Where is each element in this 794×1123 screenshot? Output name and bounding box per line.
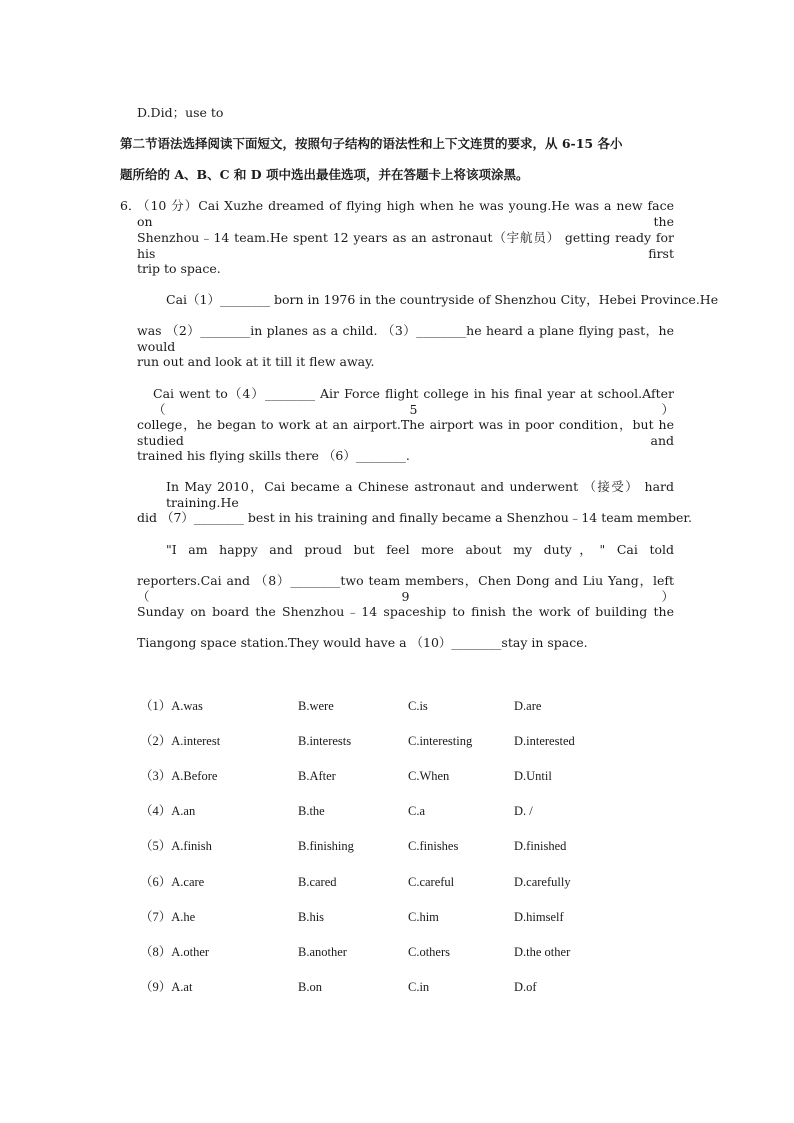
option-d: D.carefully bbox=[514, 875, 571, 889]
option-row bbox=[140, 697, 700, 715]
option-a: （9）A.at bbox=[140, 980, 193, 994]
option-d: D. / bbox=[514, 804, 533, 818]
option-row bbox=[140, 767, 700, 785]
option-a: （8）A.other bbox=[140, 945, 210, 959]
option-d: D.interested bbox=[514, 734, 575, 748]
passage-line-10: reporters.Cai and （8）________two team members，Chen Dong and Liu Yang，left（9） bbox=[137, 573, 674, 604]
passage-line-3: run out and look at it till it flew away. bbox=[137, 354, 375, 369]
option-c: C.interesting bbox=[408, 734, 473, 748]
option-d: D.are bbox=[514, 699, 542, 713]
option-a: （5）A.finish bbox=[140, 839, 212, 853]
option-b: B.on bbox=[298, 980, 322, 994]
passage-line-4: Cai went to（4）________ Air Force flight college in his final year at school.After（5） bbox=[153, 386, 674, 417]
question-intro-line-3: trip to space. bbox=[137, 261, 221, 276]
option-c: C.is bbox=[408, 699, 428, 713]
section-instruction-line-1: 第二节语法选择阅读下面短文，按照句子结构的语法性和上下文连贯的要求，从 6-15 各小 bbox=[120, 136, 623, 151]
option-row bbox=[140, 943, 700, 961]
option-c: C.careful bbox=[408, 875, 455, 889]
section-instruction-line-2: 题所给的 A、B、C 和 D 项中选出最佳选项，并在答题卡上将该项涂黑。 bbox=[120, 167, 529, 182]
question-intro-line-1: （10 分）Cai Xuzhe dreamed of flying high when he was young.He was a new face on the bbox=[137, 198, 674, 229]
option-row bbox=[140, 802, 700, 820]
option-d: D.of bbox=[514, 980, 537, 994]
option-c: C.When bbox=[408, 769, 450, 783]
option-row bbox=[140, 873, 700, 891]
option-row bbox=[140, 908, 700, 926]
question-number: 6． bbox=[120, 198, 141, 213]
option-a: （4）A.an bbox=[140, 804, 196, 818]
option-row bbox=[140, 837, 700, 855]
option-c: C.him bbox=[408, 910, 439, 924]
option-c: C.others bbox=[408, 945, 451, 959]
option-b: B.the bbox=[298, 804, 325, 818]
passage-line-12: Tiangong space station.They would have a （10）________stay in space. bbox=[137, 635, 588, 650]
option-b: B.were bbox=[298, 699, 334, 713]
option-d: D.finished bbox=[514, 839, 567, 853]
option-a: （2）A.interest bbox=[140, 734, 221, 748]
option-b: B.After bbox=[298, 769, 336, 783]
passage-line-9: "I am happy and proud but feel more about my duty，" Cai told bbox=[166, 542, 674, 557]
option-b: B.finishing bbox=[298, 839, 354, 853]
option-c: C.finishes bbox=[408, 839, 459, 853]
option-b: B.his bbox=[298, 910, 325, 924]
question-intro-line-2: Shenzhou﹣14 team.He spent 12 years as an astronaut（宇航员） getting ready for his first bbox=[137, 230, 674, 261]
passage-line-1: Cai（1）________ born in 1976 in the countryside of Shenzhou City，Hebei Province.He bbox=[166, 292, 719, 307]
passage-line-8: did （7）________ best in his training and finally became a Shenzhou﹣14 team member. bbox=[137, 510, 692, 525]
option-a: （1）A.was bbox=[140, 699, 203, 713]
passage-line-11: Sunday on board the Shenzhou﹣14 spaceship to finish the work of building the bbox=[137, 604, 674, 619]
option-a: （3）A.Before bbox=[140, 769, 218, 783]
passage-line-6: trained his flying skills there （6）________. bbox=[137, 448, 410, 463]
option-a: （6）A.care bbox=[140, 875, 205, 889]
option-d: D.himself bbox=[514, 910, 564, 924]
option-b: B.another bbox=[298, 945, 347, 959]
option-c: C.a bbox=[408, 804, 426, 818]
option-row bbox=[140, 732, 700, 750]
option-b: B.cared bbox=[298, 875, 337, 889]
previous-option-d: D.Did；use to bbox=[137, 105, 224, 120]
option-d: D.the other bbox=[514, 945, 571, 959]
passage-line-2: was （2）________in planes as a child. （3）________he heard a plane flying past，he would bbox=[137, 323, 674, 354]
option-a: （7）A.he bbox=[140, 910, 196, 924]
option-c: C.in bbox=[408, 980, 430, 994]
passage-line-7: In May 2010，Cai became a Chinese astronaut and underwent （接受） hard training.He bbox=[166, 479, 674, 510]
option-d: D.Until bbox=[514, 769, 552, 783]
passage-line-5: college，he began to work at an airport.The airport was in poor condition，but he studied and bbox=[137, 417, 674, 448]
option-b: B.interests bbox=[298, 734, 352, 748]
option-row bbox=[140, 978, 700, 996]
